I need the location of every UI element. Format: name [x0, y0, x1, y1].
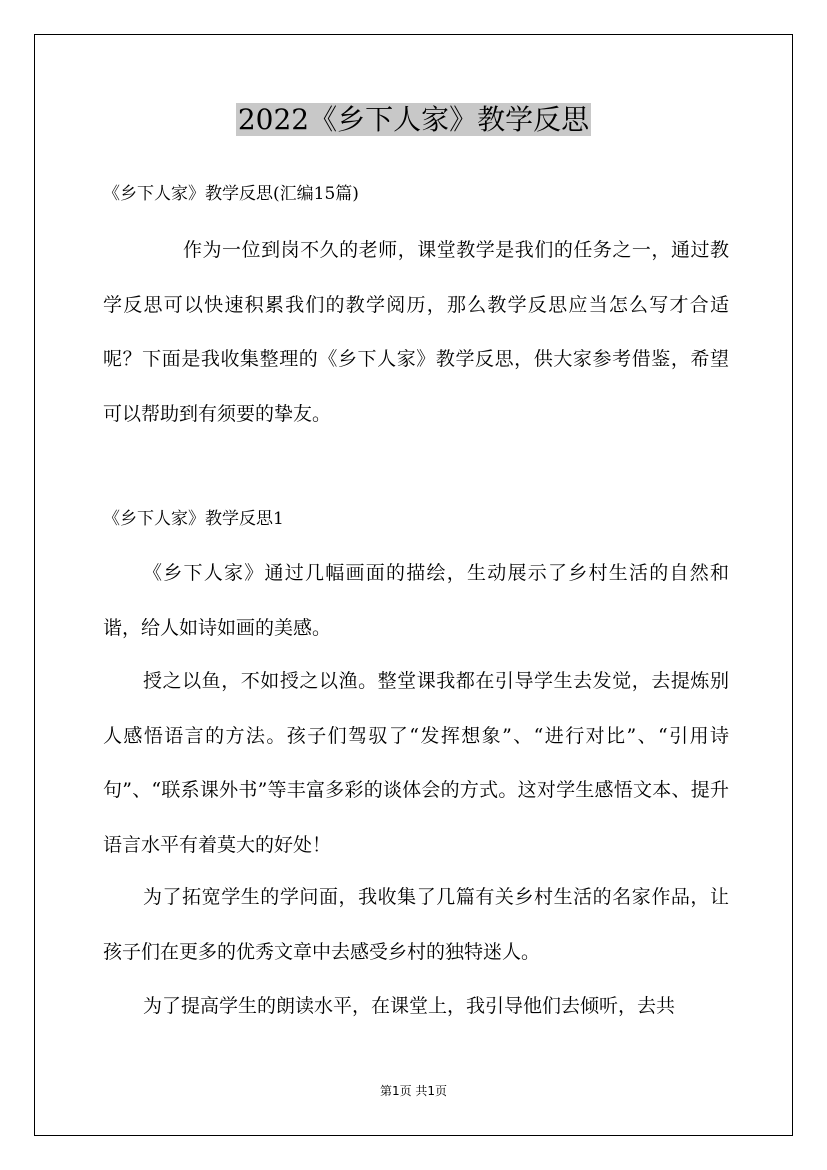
body-paragraph-1: 《乡下人家》通过几幅画面的描绘，生动展示了乡村生活的自然和谐，给人如诗如画的美感。	[103, 562, 729, 639]
document-title-text: 2022《乡下人家》教学反思	[237, 103, 590, 136]
body-paragraph-2: 授之以鱼，不如授之以渔。整堂课我都在引导学生去发觉，去提炼别人感悟语言的方法。孩子们驾驭了“发挥想象”、“进行对比”、“引用诗句”、“联系课外书”等丰富多彩的谈体会的方式。这对学生感悟文本、提升语言水平有着莫大的好处！	[103, 670, 729, 856]
section-heading: 《乡下人家》教学反思1	[103, 509, 284, 529]
document-subtitle: 《乡下人家》教学反思(汇编15篇)	[103, 184, 359, 204]
document-title	[0, 100, 827, 140]
intro-paragraph: 作为一位到岗不久的老师，课堂教学是我们的任务之一，通过教学反思可以快速积累我们的教学阅历，那么教学反思应当怎么写才合适呢？下面是我收集整理的《乡下人家》教学反思，供大家参考借鉴，希望可以帮助到有须要的挚友。	[103, 239, 729, 425]
body-paragraph-4: 为了提高学生的朗读水平，在课堂上，我引导他们去倾听，去共	[143, 995, 676, 1017]
body-paragraph-3: 为了拓宽学生的学问面，我收集了几篇有关乡村生活的名家作品，让孩子们在更多的优秀文章中去感受乡村的独特迷人。	[103, 886, 729, 963]
page-footer: 第1页 共1页	[379, 1084, 448, 1098]
